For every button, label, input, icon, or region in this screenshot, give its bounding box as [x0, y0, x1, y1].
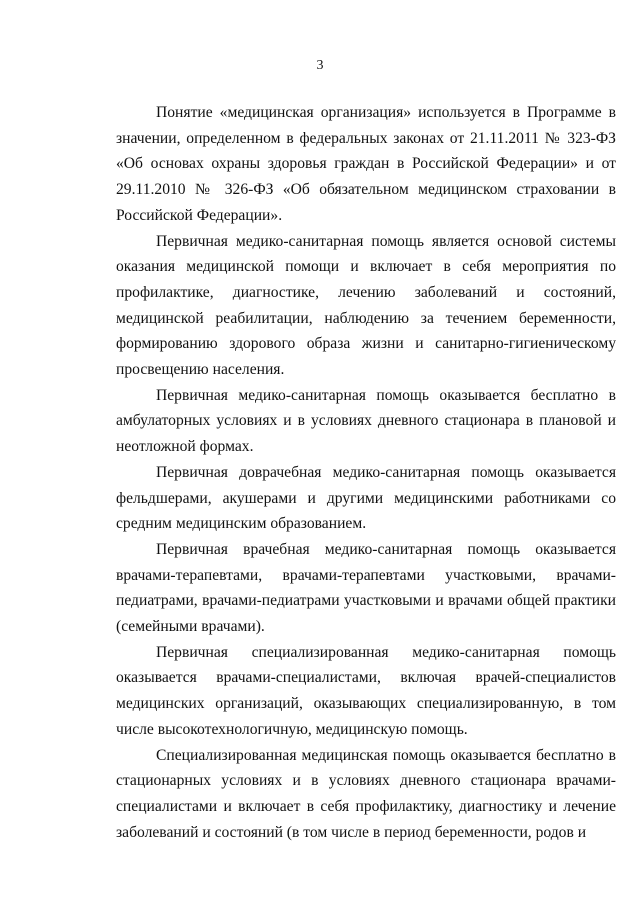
- paragraph-primary-care-free: Первичная медико-санитарная помощь оказывается бесплатно в амбулаторных условиях и в условиях дневного стационара в плановой и неотложной формах.: [116, 386, 616, 456]
- paragraph-primary-care-basis: Первичная медико-санитарная помощь является основой системы оказания медицинской помощи и включает в себя мероприятия по профилактике, диагностике, лечению заболеваний и состояний, медицинской реабилитации, наблюдению за течением беременности, формированию здорового образа жизни и санитарно-гигиеническому просвещению населения.: [116, 232, 616, 379]
- paragraph-medical-organization-definition: Понятие «медицинская организация» используется в Программе в значении, определенном в федеральных законах от 21.11.2011 № 323-ФЗ «Об основах охраны здоровья граждан в Российской Федерации» и от 29.11.2010 № 326-ФЗ «Об обязательном медицинском страховании в Российской Федерации».: [116, 104, 616, 224]
- page-number: 3: [316, 58, 324, 73]
- paragraph-physician-care: Первичная врачебная медико-санитарная помощь оказывается врачами-терапевтами, врачами-терапевтами участковыми, врачами-педиатрами, врачами-педиатрами участковыми и врачами общей практики (семейными врачами).: [116, 540, 616, 636]
- paragraph-specialized-primary-care: Первичная специализированная медико-санитарная помощь оказывается врачами-специалистами, включая врачей-специалистов медицинских организаций, оказывающих специализированную, в том числе высокотехнологичную, медицинскую помощь.: [116, 643, 616, 738]
- document-body: [116, 100, 616, 845]
- paragraph-pre-medical-care: Первичная доврачебная медико-санитарная помощь оказывается фельдшерами, акушерами и другими медицинскими работниками со средним медицинским образованием.: [116, 463, 616, 533]
- paragraph-specialized-care: Специализированная медицинская помощь оказывается бесплатно в стационарных условиях и в условиях дневного стационара врачами-специалистами и включает в себя профилактику, диагностику и лечение заболеваний и состояний (в том числе в период беременности, родов и: [116, 746, 616, 841]
